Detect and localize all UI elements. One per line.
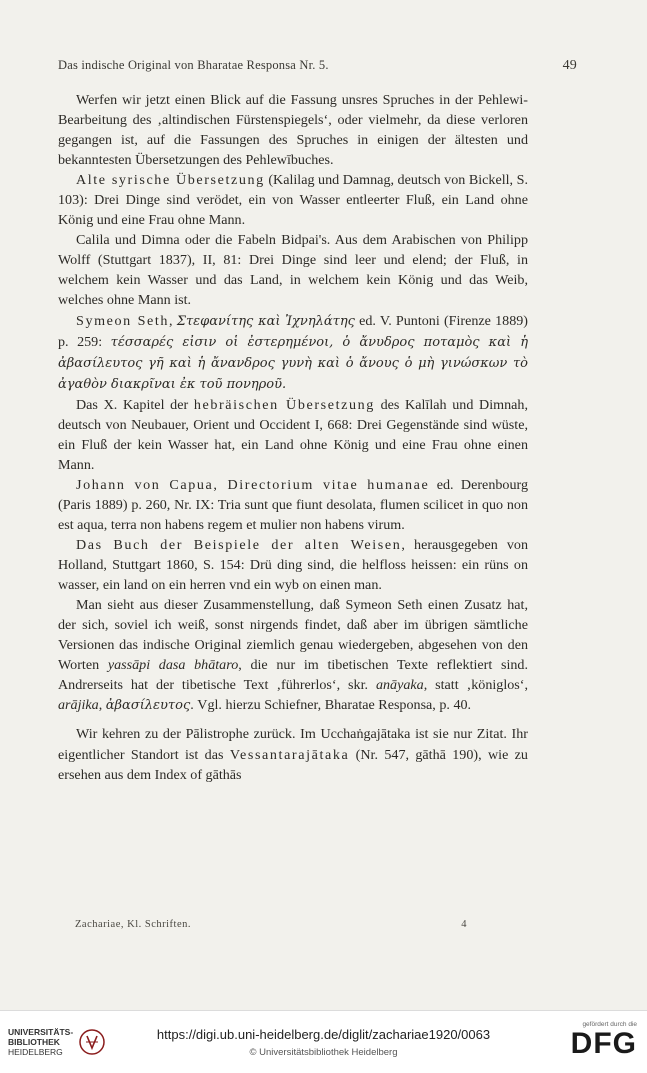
text-segment: Alte syrische Übersetzung	[76, 172, 265, 189]
text-segment: ἀβασίλευτος	[105, 698, 191, 714]
text-segment: (Nr. 547, gāthā 190), wie zu ersehen aus dem Index of gāthās	[58, 746, 528, 783]
running-header	[58, 58, 577, 74]
text-segment: arājika	[58, 697, 99, 714]
text-segment: Calila und Dimna oder die Fabeln Bidpai's. Aus dem Arabischen von Philipp Wolff (Stuttgart 1837), II, 81: Drei Dinge sind leer und elend; der Fluß, in welchem kein Wasser und das Land, in welchem kein König und das Weib, welches ohne Mann ist.	[58, 232, 528, 309]
funder-logo[interactable]	[571, 1021, 637, 1060]
text-segment: ,	[169, 312, 177, 329]
text-segment: yassāpi dasa bhātaro	[107, 657, 239, 674]
paragraph-p3	[58, 230, 528, 310]
text-segment: τέσσαρές εἰσιν οἱ ἐστερημένοι, ὁ ἄνυδρος ποταμὸς καὶ ἡ ἀβασίλευτος γῆ καὶ ἡ ἄνανδρος γυνὴ καὶ ὁ ἄνους ὁ μὴ γινώσκων τὸ ἀγαθὸν διακρῖναι ἐκ τοῦ πονηροῦ.	[58, 334, 528, 392]
paragraph-p6	[58, 475, 528, 535]
text-segment: Johann von Capua, Directorium vitae humanae	[76, 476, 430, 493]
text-segment: Werfen wir jetzt einen Blick auf die Fassung unsres Spruches in der Pehlewi-Bearbeitung des ‚altindischen Fürstenspiegels‘, oder vielmehr, da diese verloren gegangen ist, auf die Fassungen des Spruches in einigen der ältesten und bekanntesten Übersetzungen des Pehlewībuches.	[58, 92, 528, 169]
copyright-notice: © Universitätsbibliothek Heidelberg	[249, 1047, 398, 1058]
running-title: Das indische Original von Bharatae Responsa Nr. 5.	[58, 58, 329, 72]
text-segment: Στεφανίτης καὶ Ἰχνηλάτης	[176, 313, 355, 329]
signature-title: Zachariae, Kl. Schriften.	[75, 919, 191, 930]
text-segment: Man sieht aus dieser Zusammenstellung, daß Symeon Seth einen Zusatz hat, der sich, soviel ich weiß, sonst nirgends findet, daß aber im übrigen sämtliche Versionen das indische Original ziemlich genau wiedergeben, abgesehen von den Worten	[58, 597, 528, 674]
signature-sheet-number: 4	[461, 919, 467, 930]
text-segment: Das X. Kapitel der	[76, 396, 194, 413]
text-segment: hebräischen Übersetzung	[193, 396, 375, 413]
library-name-line2: BIBLIOTHEK	[8, 1037, 60, 1047]
permalink-url[interactable]: https://digi.ub.uni-heidelberg.de/diglit/zachariae1920/0063	[156, 1027, 491, 1042]
text-segment: . Vgl. hierzu Schiefner, Bharatae Responsa, p. 40.	[190, 697, 472, 714]
paragraph-p4	[58, 311, 528, 395]
text-segment: des Kalīlah und Dimnah, deutsch von Neubauer, Orient und Occident I, 668: Drei Gegenstände sind wüste, ein Fluß der kein Wasser hat, ein Land ohne König und eine Frau ohne einen Mann.	[58, 396, 528, 473]
text-segment: Wir kehren zu der Pālistrophe zurück. Im Ucchaṅgajātaka ist sie nur Zitat. Ihr eigentlicher Standort ist das	[58, 726, 528, 763]
paragraph-p5	[58, 395, 528, 475]
text-segment: , statt ‚königlos‘,	[423, 677, 528, 694]
library-name-line3: HEIDELBERG	[8, 1047, 63, 1057]
text-segment: , herausgegeben von Holland, Stuttgart 1860, S. 154: Drü ding sind, die helfloss heissen: ein rüns on wasser, ein land on ein herren vnd ein wyb on einen man.	[58, 537, 528, 594]
paragraph-p8	[58, 595, 528, 716]
paragraph-p9	[58, 724, 528, 784]
text-segment: ed. V. Puntoni (Firenze 1889) p. 259:	[58, 312, 528, 350]
body-text	[58, 90, 528, 785]
signature-line	[75, 919, 467, 930]
text-segment: (Kalilag und Damnag, deutsch von Bickell, S. 103): Drei Dinge sind verödet, ein von Wasser entleerter Fluß, ein Land ohne König und eine Frau ohne Mann.	[58, 172, 528, 229]
funder-name: DFG	[570, 1027, 637, 1060]
text-segment: ed. Derenbourg (Paris 1889) p. 260, Nr. IX: Tria sunt que fiunt desolata, flumen scilicet in quo non est aqua, terra non habens regem et mulier non habens virum.	[58, 476, 528, 533]
text-segment: Symeon Seth	[76, 312, 170, 329]
paragraph-p2	[58, 170, 528, 230]
text-segment: ,	[98, 697, 106, 714]
library-name-line1: UNIVERSITÄTS-	[8, 1027, 74, 1037]
funder-caption: gefördert durch die	[582, 1021, 637, 1028]
page-number: 49	[562, 58, 577, 73]
paragraph-p1	[58, 90, 528, 170]
text-segment: Das Buch der Beispiele der alten Weisen	[76, 537, 402, 554]
viewer-footer	[0, 1010, 647, 1073]
text-segment: Vessantarajātaka	[229, 746, 350, 763]
text-segment: , die nur im tibetischen Texte reflektiert sind. Andrerseits hat der tibetische Text ‚führerlos‘, skr.	[58, 657, 528, 694]
paragraph-p7	[58, 535, 528, 595]
text-segment: anāyaka	[375, 677, 424, 694]
